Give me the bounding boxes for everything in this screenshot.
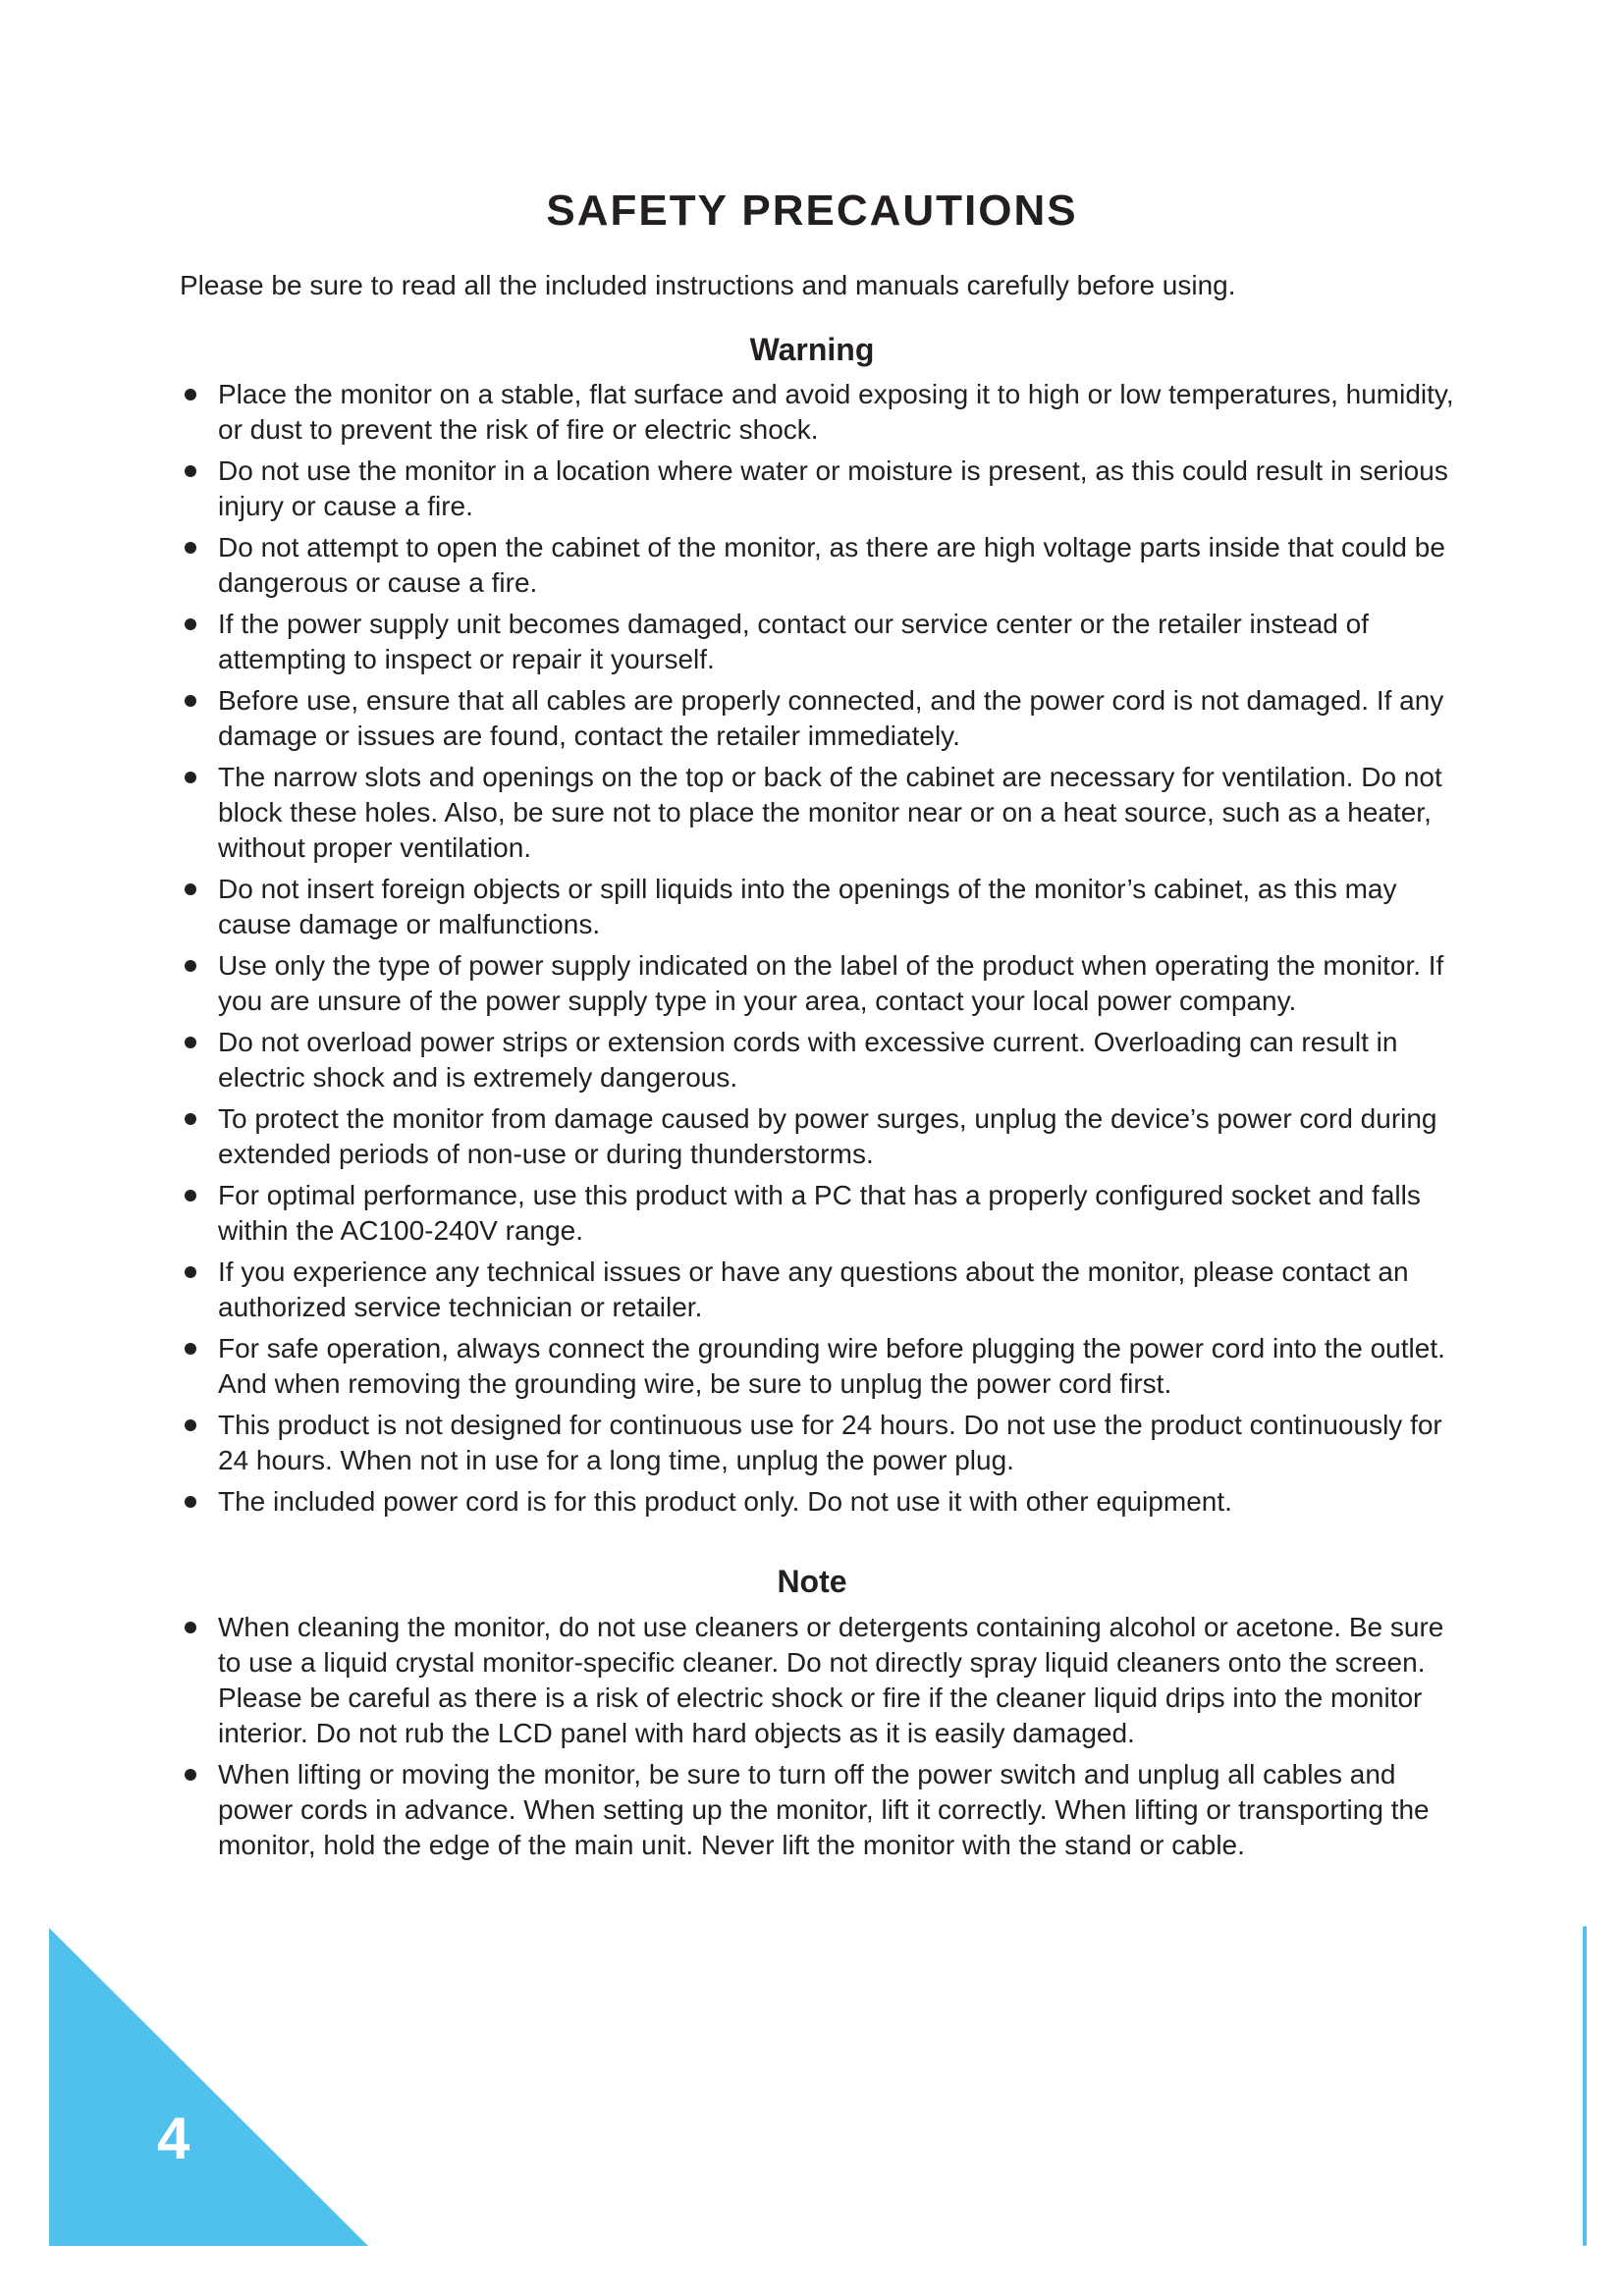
note-item	[180, 1757, 1456, 1863]
bullet-icon	[185, 465, 196, 477]
warning-item-text: Use only the type of power supply indicated on the label of the product when operating the monitor. If you are unsure of the power supply type in your area, contact your local power company.	[218, 950, 1444, 1016]
bullet-icon	[185, 1622, 196, 1633]
warning-item-text: Do not use the monitor in a location where water or moisture is present, as this could result in serious injury or cause a fire.	[218, 455, 1448, 521]
warning-item	[180, 683, 1456, 754]
bullet-icon	[185, 1496, 196, 1508]
bullet-icon	[185, 772, 196, 783]
bullet-icon	[185, 1190, 196, 1201]
warning-item-text: Do not insert foreign objects or spill liquids into the openings of the monitor’s cabinet, as this may cause damage or malfunctions.	[218, 874, 1397, 939]
warning-item	[180, 607, 1456, 677]
warning-item-text: The included power cord is for this product only. Do not use it with other equipment.	[218, 1486, 1232, 1517]
bullet-icon	[185, 1343, 196, 1355]
bullet-icon	[185, 542, 196, 554]
warning-item-text: If the power supply unit becomes damaged, contact our service center or the retailer instead of attempting to inspect or repair it yourself.	[218, 609, 1369, 674]
page-number: 4	[157, 2106, 190, 2171]
bullet-icon	[185, 1113, 196, 1125]
bullet-icon	[185, 883, 196, 895]
warning-item-text: Do not overload power strips or extension cords with excessive current. Overloading can result in electric shock and is extremely dangerous.	[218, 1027, 1398, 1093]
bullet-icon	[185, 389, 196, 400]
warning-item-text: Place the monitor on a stable, flat surface and avoid exposing it to high or low temperatures, humidity, or dust to prevent the risk of fire or electric shock.	[218, 379, 1454, 445]
warning-item	[180, 530, 1456, 601]
warning-item	[180, 760, 1456, 866]
warning-item-text: This product is not designed for continuous use for 24 hours. Do not use the product continuously for 24 hours. When not in use for a long time, unplug the power plug.	[218, 1410, 1442, 1475]
warning-item	[180, 1101, 1456, 1172]
bullet-icon	[185, 1419, 196, 1431]
note-item-text: When lifting or moving the monitor, be sure to turn off the power switch and unplug all cables and power cords in advance. When setting up the monitor, lift it correctly. When lifting or transporting the monitor, hold the edge of the main unit. Never lift the monitor with the stand or cable.	[218, 1759, 1430, 1860]
note-item	[180, 1610, 1456, 1751]
warning-item	[180, 1408, 1456, 1478]
edge-accent-line	[1583, 1926, 1587, 2246]
warning-item	[180, 377, 1456, 448]
warning-item	[180, 1484, 1456, 1520]
note-item-text: When cleaning the monitor, do not use cleaners or detergents containing alcohol or acetone. Be sure to use a liquid crystal monitor-specific cleaner. Do not directly spray liquid cleaners onto the screen. Please be careful as there is a risk of electric shock or fire if the cleaner liquid drips into the monitor interior. Do not rub the LCD panel with hard objects as it is easily damaged.	[218, 1612, 1444, 1748]
warning-item-text: To protect the monitor from damage caused by power surges, unplug the device’s power cord during extended periods of non-use or during thunderstorms.	[218, 1103, 1437, 1169]
warning-item-text: Before use, ensure that all cables are properly connected, and the power cord is not damaged. If any damage or issues are found, contact the retailer immediately.	[218, 685, 1444, 751]
intro-text: Please be sure to read all the included instructions and manuals carefully before using.	[180, 270, 1236, 300]
bullet-icon	[185, 1266, 196, 1278]
warning-item	[180, 872, 1456, 942]
warning-list	[180, 377, 1456, 1525]
warning-item-text: Do not attempt to open the cabinet of the monitor, as there are high voltage parts inside that could be dangerous or cause a fire.	[218, 532, 1445, 598]
bullet-icon	[185, 960, 196, 972]
warning-item	[180, 1178, 1456, 1249]
warning-item	[180, 1255, 1456, 1325]
note-heading: Note	[777, 1564, 847, 1599]
warning-item-text: If you experience any technical issues or have any questions about the monitor, please contact an authorized service technician or retailer.	[218, 1256, 1409, 1322]
warning-item	[180, 1331, 1456, 1402]
warning-item	[180, 948, 1456, 1019]
warning-item-text: For safe operation, always connect the grounding wire before plugging the power cord into the outlet. And when removing the grounding wire, be sure to unplug the power cord first.	[218, 1333, 1445, 1399]
bullet-icon	[185, 695, 196, 707]
warning-item	[180, 1025, 1456, 1095]
note-list	[180, 1610, 1456, 1869]
corner-accent-triangle	[49, 1928, 368, 2246]
warning-item	[180, 454, 1456, 524]
page-title: SAFETY PRECAUTIONS	[546, 187, 1078, 235]
bullet-icon	[185, 1769, 196, 1781]
warning-heading: Warning	[749, 332, 875, 367]
warning-item-text: For optimal performance, use this product with a PC that has a properly configured socket and falls within the AC100-240V range.	[218, 1180, 1421, 1246]
bullet-icon	[185, 1037, 196, 1048]
warning-item-text: The narrow slots and openings on the top or back of the cabinet are necessary for ventilation. Do not block these holes. Also, be sure not to place the monitor near or on a heat source, such as a heater, without proper ventilation.	[218, 762, 1442, 863]
bullet-icon	[185, 618, 196, 630]
